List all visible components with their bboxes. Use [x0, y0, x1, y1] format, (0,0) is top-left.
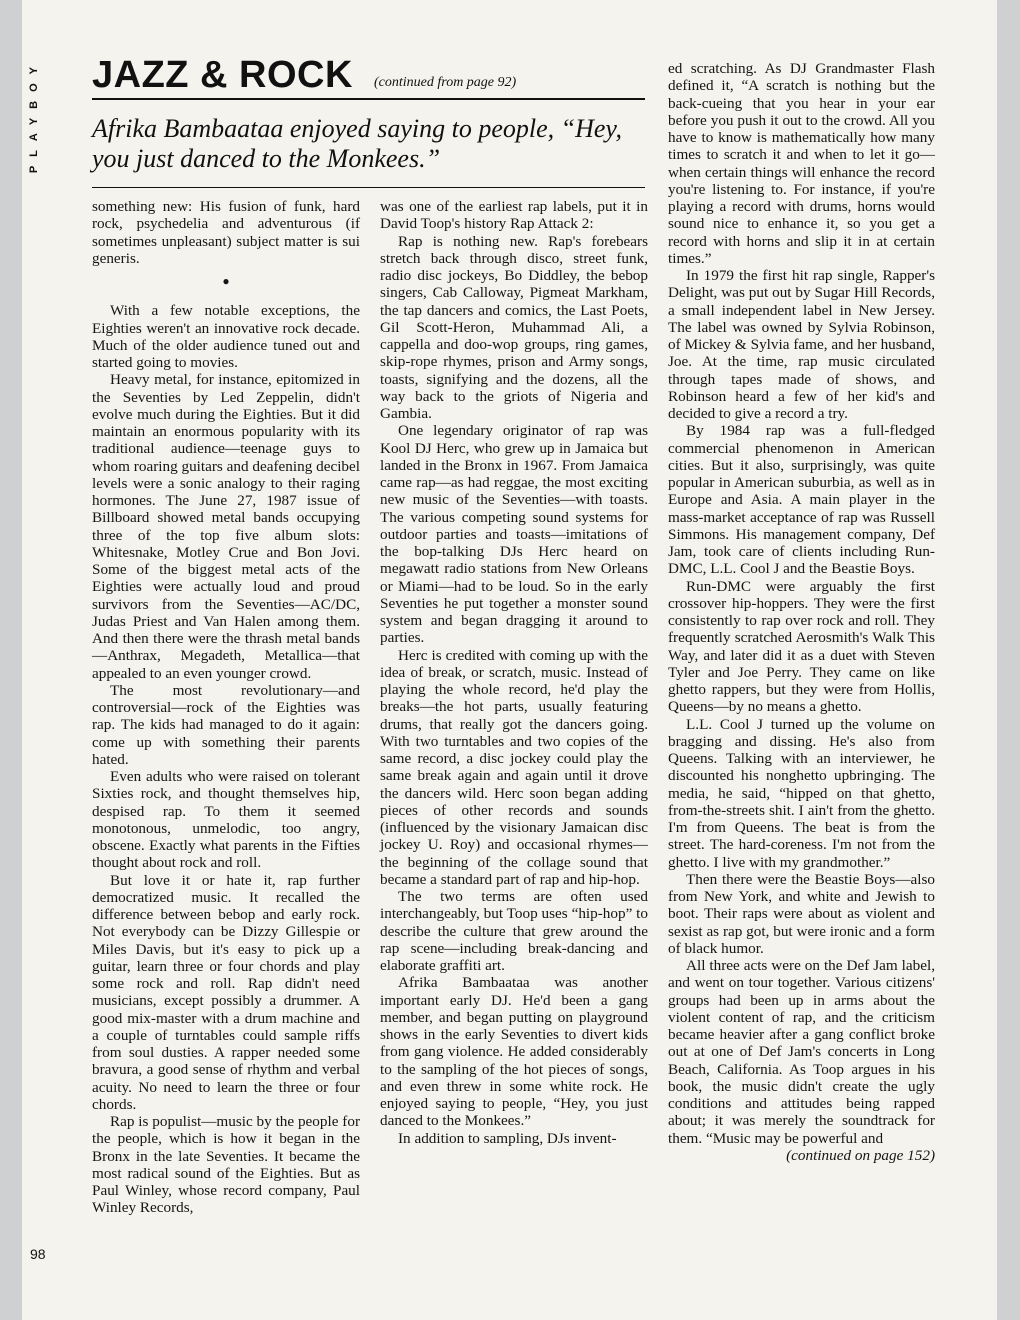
paragraph: The two terms are often used interchangeably, but Toop uses “hip-hop” to describe the culture that grew around the rap scene—including break-dancing and elaborate graffiti art.	[380, 888, 648, 974]
paragraph: Heavy metal, for instance, epitomized in the Seventies by Led Zeppelin, didn't evolve much during the Eighties. But it did maintain an enormous popularity with its traditional audience—teenage guys to whom roaring guitars and deafening decibel levels were a sonic analogy to their raging hormones. The June 27, 1987 issue of Billboard showed metal bands occupying three of the top five album slots: Whitesnake, Motley Crue and Bon Jovi. Some of the biggest metal acts of the Eighties were actually loud and proud survivors from the Seventies—AC/DC, Judas Priest and Van Halen among them. And then there were the thrash metal bands—Anthrax, Megadeth, Metallica—that appealed to an even younger crowd.	[92, 371, 360, 682]
paragraph: With a few notable exceptions, the Eighties weren't an innovative rock decade. Much of the older audience tuned out and started going to movies.	[92, 302, 360, 371]
paragraph: But love it or hate it, rap further democratized music. It recalled the difference between bebop and early rock. Not everybody can be Dizzy Gillespie or Miles Davis, but it's easy to pick up a guitar, learn three or four chords and play some rock and roll. Rap didn't need musicians, except possibly a drummer. A good mix-master with a drum machine and a couple of turntables could sample riffs from soul dusties. A rapper needed some bravura, a good sense of rhythm and verbal acuity. No need to learn the three or four chords.	[92, 871, 360, 1113]
paragraph: ed scratching. As DJ Grandmaster Flash defined it, “A scratch is nothing but the back-cueing that you hear in your ear before you push it out to the crowd. All you have to know is mathematically how many times to scratch it and when to let it go—when certain things will enhance the record you're listening to. For instance, if you're playing a record with drums, horns would sound nice to enhance it, so you get a record with horns and slip it in at certain times.”	[668, 60, 935, 267]
column-3	[668, 60, 935, 1164]
pull-quote: Afrika Bambaataa enjoyed saying to people, “Hey, you just danced to the Monkees.”	[92, 114, 623, 173]
department-title: JAZZ & ROCK	[92, 54, 353, 96]
continued-to-note: (continued on page 152)	[786, 1146, 935, 1164]
paragraph: The most revolutionary—and controversial—rock of the Eighties was rap. The kids had managed to do it again: come up with something their parents hated.	[92, 681, 360, 768]
paragraph: Even adults who were raised on tolerant Sixties rock, and thought themselves hip, despised rap. To them it seemed monotonous, unmelodic, too angry, obscene. Exactly what parents in the Fifties thought about rock and roll.	[92, 768, 360, 872]
column-1	[92, 198, 360, 1217]
section-bullet: ●	[222, 274, 230, 288]
paragraph: In addition to sampling, DJs invent-	[398, 1129, 617, 1147]
paragraph: Herc is credited with coming up with the idea of break, or scratch, music. Instead of playing the whole record, he'd play the breaks—the hot parts, usually featuring drums, that really got the dancers going. With two turntables and two copies of the same record, a disc jockey could play the same break again and again until it drove the dancers wild. Herc soon began adding pieces of other records and sounds (influenced by the visionary Jamaican disc jockey U. Roy) and occasional rhymes—the beginning of the collage sound that became a standard part of rap and hip-hop.	[380, 646, 648, 888]
paragraph: something new: His fusion of funk, hard rock, psychedelia and adventurous (if sometimes unpleasant) subject matter is sui generis.	[92, 198, 360, 267]
magazine-name-vertical: PLAYBOY	[28, 58, 40, 174]
column-2	[380, 198, 648, 1147]
paragraph: Then there were the Beastie Boys—also from New York, and white and Jewish to boot. Their raps were about as violent and sexist as rap got, but were ironic and a form of black humor.	[668, 870, 935, 957]
paragraph: In 1979 the first hit rap single, Rapper's Delight, was put out by Sugar Hill Records, a small independent label in New Jersey. The label was owned by Sylvia Robinson, of Mickey & Sylvia fame, and her husband, Joe. At the time, rap music circulated through tapes made of shows, and Robinson heard a few of her kid's and decided to give a record a try.	[668, 267, 935, 422]
paragraph: Afrika Bambaataa was another important early DJ. He'd been a gang member, and began putting on playground shows in the early Seventies to divert kids from gang violence. He added considerably to the sampling of the hot pieces of songs, and even threw in some white rock. He enjoyed saying to people, “Hey, you just danced to the Monkees.”	[380, 974, 648, 1130]
paragraph: One legendary originator of rap was Kool DJ Herc, who grew up in Jamaica but landed in the Bronx in 1967. From Jamaica came rap—as had reggae, the most exciting new music of the Seventies—with toasts. The various competing sound systems for outdoor parties and toasts—imitations of the bop-talking DJs Herc heard on megawatt radio stations from New Orleans or Miami—had to be loud. So in the early Seventies he put together a monster sound system and began dragging it around to parties.	[380, 422, 648, 647]
block-quote: Rap is nothing new. Rap's forebears stretch back through disco, street funk, radio disc jockeys, Bo Diddley, the bebop singers, Cab Calloway, Pigmeat Markham, the tap dancers and comics, the Last Poets, Gil Scott-Heron, Muhammad Ali, a cappella and doo-wop groups, ring games, skip-rope rhymes, prison and Army songs, toasts, signifying and the dozens, all the way back to the griots of Nigeria and Gambia.	[380, 232, 648, 422]
paragraph: was one of the earliest rap labels, put it in David Toop's history Rap Attack 2:	[380, 198, 648, 233]
continued-from-note: (continued from page 92)	[374, 75, 517, 90]
header-rule	[92, 98, 645, 100]
paragraph: Run-DMC were arguably the first crossover hip-hoppers. They were the first consistently to rap over rock and roll. They frequently scratched Aerosmith's Walk This Way, and later did it as a duet with Steven Tyler and Joe Perry. They came on like ghetto rappers, but they were from Hollis, Queens—by no means a ghetto.	[668, 577, 935, 716]
paragraph: All three acts were on the Def Jam label, and went on tour together. Various citizens' groups had been up in arms about the violent content of rap, and the criticism became heavier after a gang conflict broke out at one of Def Jam's concerts in Long Beach, California. As Toop argues in his book, the music didn't create the ugly conditions and attitudes being rapped about; it was merely the soundtrack for them. “Music may be powerful and	[668, 957, 935, 1147]
paragraph: Rap is populist—music by the people for the people, which is how it began in the Bronx in the late Seventies. It became the most radical sound of the Eighties. But as Paul Winley, whose record company, Paul Winley Records,	[92, 1113, 360, 1217]
page-number: 98	[30, 1246, 46, 1262]
paragraph: L.L. Cool J turned up the volume on bragging and dissing. He's also from Queens. Talking with an interviewer, he discounted his nonghetto upbringing. The media, he said, “hipped on that ghetto, from-the-streets shit. I ain't from the ghetto. I'm from Queens. The beat is from the street. The hard-coreness. I'm not from the ghetto. I live with my grandmother.”	[668, 715, 935, 871]
pull-quote-rule	[92, 187, 645, 188]
paragraph: By 1984 rap was a full-fledged commercial phenomenon in American cities. But it also, surprisingly, was quite popular in American suburbia, as well as in Europe and Asia. A main player in the mass-market acceptance of rap was Russell Simmons. His management company, Def Jam, took care of clients including Run-DMC, L.L. Cool J and the Beastie Boys.	[668, 422, 935, 578]
